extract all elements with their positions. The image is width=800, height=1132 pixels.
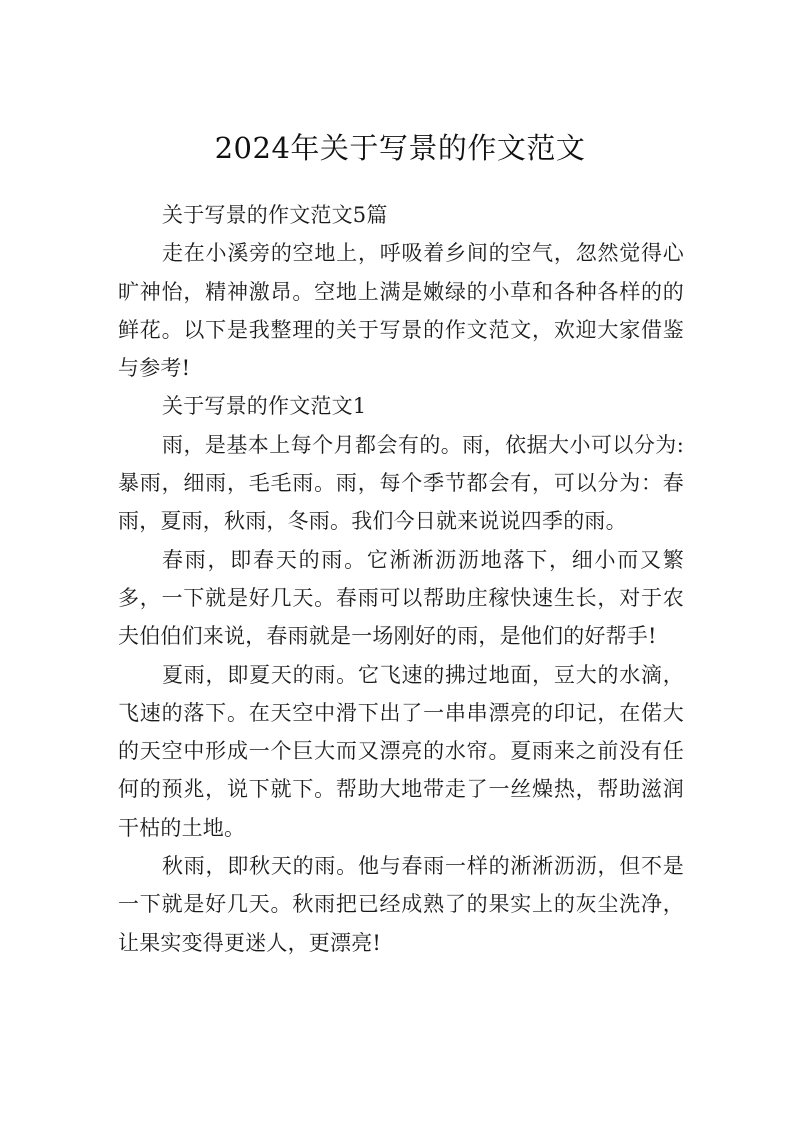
essay-heading: 关于写景的作文范文1	[162, 394, 367, 419]
spring-rain-paragraph: 春雨，即春天的雨。它淅淅沥沥地落下，细小而又繁多，一下就是好几天。春雨可以帮助庄稼快速生长，对于农夫伯伯们来说，春雨就是一场刚好的雨，是他们的好帮手!	[118, 547, 684, 649]
subtitle-paragraph: 关于写景的作文范文5篇	[162, 203, 388, 227]
intro-paragraph: 走在小溪旁的空地上，呼吸着乡间的空气，忽然觉得心旷神怡，精神激昂。空地上满是嫩绿的小草和各种各样的的鲜花。以下是我整理的关于写景的作文范文，欢迎大家借鉴与参考!	[118, 241, 684, 381]
document-title: 2024年关于写景的作文范文	[214, 131, 586, 165]
autumn-rain-paragraph: 秋雨，即秋天的雨。他与春雨一样的淅淅沥沥，但不是一下就是好几天。秋雨把已经成熟了的果实上的灰尘洗净，让果实变得更迷人，更漂亮!	[118, 854, 684, 955]
rain-paragraph: 雨，是基本上每个月都会有的。雨，依据大小可以分为:暴雨，细雨，毛毛雨。雨，每个季节都会有，可以分为：春雨，夏雨，秋雨，冬雨。我们今日就来说说四季的雨。	[118, 432, 684, 534]
document-body	[118, 196, 684, 962]
summer-rain-paragraph: 夏雨，即夏天的雨。它飞速的拂过地面，豆大的水滴，飞速的落下。在天空中滑下出了一串串漂亮的印记，在偌大的天空中形成一个巨大而又漂亮的水帘。夏雨来之前没有任何的预兆，说下就下。帮助大地带走了一丝燥热，帮助滋润干枯的土地。	[118, 662, 684, 840]
